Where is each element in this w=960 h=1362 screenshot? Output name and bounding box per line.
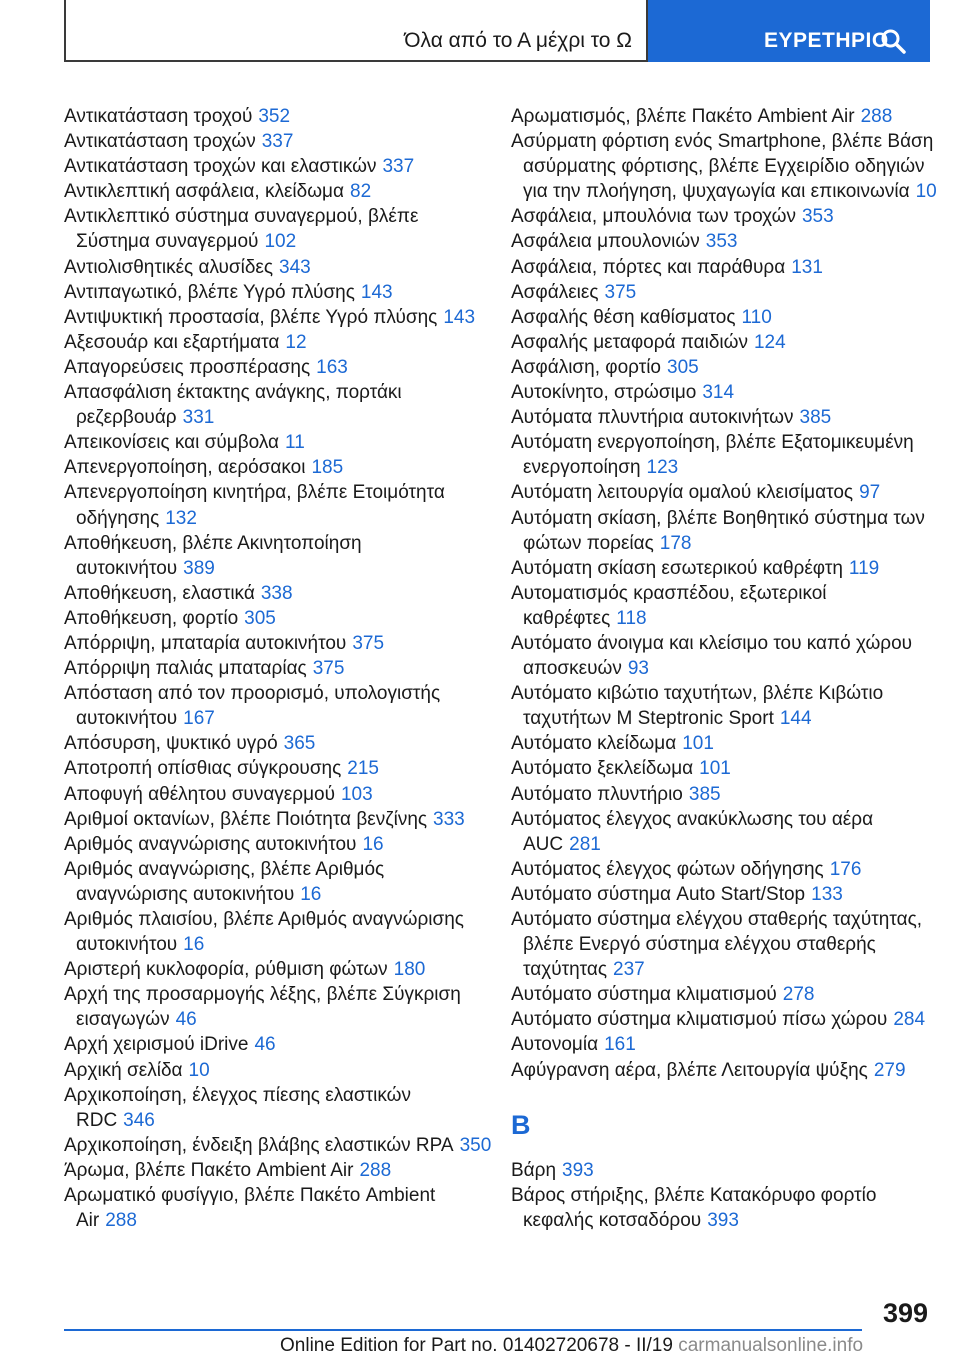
- index-entry-term: Ασφαλής μεταφορά παιδιών: [511, 331, 748, 353]
- index-entry-term: Αντικλεπτική ασφάλεια, κλείδωμα: [64, 181, 344, 203]
- index-entry-term: Βάρη: [511, 1159, 557, 1181]
- index-entry: [64, 581, 494, 606]
- index-entry: [64, 1133, 494, 1158]
- index-entry-term: Αρχική σελίδα: [64, 1059, 183, 1081]
- index-entry-page-link[interactable]: 284: [893, 1009, 926, 1031]
- index-entry-term: Αυτόματη λειτουργία ομαλού κλεισίματος: [511, 482, 854, 504]
- index-entry-term: Ασύρματη φόρτιση ενός Smartphone, βλέπε Βάση ασύρματης φόρτισης, βλέπε Εγχειρίδιο οδηγιών για την πλοήγηση, ψυχαγωγία και επικοινωνία: [511, 131, 934, 203]
- index-entry-term: Ασφάλεια, μπουλόνια των τροχών: [511, 206, 796, 228]
- index-entry-page-link[interactable]: 288: [860, 106, 893, 127]
- tab-a-to-z-label: Όλα από το Α μέχρι το Ω: [404, 29, 632, 52]
- index-entry-term: Ασφαλής θέση καθίσματος: [511, 306, 736, 328]
- index-entry-term: Αυτόματη σκίαση εσωτερικού καθρέφτη: [511, 557, 843, 579]
- footer-watermark: carmanualsonline.info: [678, 1335, 864, 1356]
- index-entry: [511, 255, 941, 280]
- index-entry-page-link[interactable]: 375: [604, 281, 637, 303]
- index-entry-page-link[interactable]: 178: [659, 532, 692, 554]
- index-entry-page-link[interactable]: 176: [829, 858, 862, 880]
- index-entry: [64, 280, 494, 305]
- index-entry-page-link[interactable]: 46: [254, 1034, 276, 1056]
- index-entry-page-link[interactable]: 167: [183, 708, 215, 730]
- index-entry: [511, 631, 941, 681]
- index-entry-page-link[interactable]: 333: [433, 808, 465, 830]
- index-entry-page-link[interactable]: 353: [705, 231, 738, 253]
- index-entry-term: Απασφάλιση έκτακτης ανάγκης, πορτάκι ρεζερβουάρ: [64, 382, 402, 429]
- index-column-left: [64, 104, 494, 1233]
- index-entry-page-link[interactable]: 331: [182, 407, 215, 429]
- top-bar: [64, 0, 930, 64]
- index-entry-term: Αξεσουάρ και εξαρτήματα: [64, 331, 280, 353]
- index-entry: [64, 455, 494, 480]
- index-entry: [64, 154, 494, 179]
- index-entry-page-link[interactable]: 365: [283, 733, 316, 755]
- index-entry-term: Απαγορεύσεις προσπέρασης: [64, 356, 311, 378]
- index-entry: [64, 756, 494, 781]
- index-entry-term: Απόσταση από τον προορισμό, υπολογιστής αυτοκινήτου: [64, 683, 441, 730]
- index-entry: [511, 857, 941, 882]
- index-entry-page-link[interactable]: 279: [873, 1059, 906, 1081]
- section-letter: B: [511, 1109, 531, 1140]
- index-entry-term: Αυτοματισμός κρασπέδου, εξωτερικοί καθρέφτες: [511, 582, 827, 629]
- index-entry-term: Αποθήκευση, ελαστικά: [64, 582, 255, 604]
- index-entry-page-link[interactable]: 385: [799, 407, 832, 429]
- index-entry-term: Αυτόματο σύστημα ελέγχου σταθερής ταχύτητας, βλέπε Ενεργό σύστημα ελέγχου σταθερής ταχύτητας: [511, 909, 923, 981]
- index-entry-page-link[interactable]: 119: [848, 557, 880, 579]
- page-number: 399: [882, 1298, 928, 1328]
- index-entry-term: Αυτόματη ενεργοποίηση, βλέπε Εξατομικευμένη ενεργοποίηση: [511, 432, 914, 479]
- index-entry: [511, 330, 941, 355]
- index-entry: [511, 104, 941, 129]
- index-entry-page-link[interactable]: 375: [312, 658, 345, 680]
- index-entry-page-link[interactable]: 215: [347, 758, 379, 780]
- index-entry-term: Ασφάλεια μπουλονιών: [511, 231, 700, 253]
- index-entry: [511, 1158, 941, 1183]
- index-entry-term: Αυτόματο σύστημα κλιματισμού πίσω χώρου: [511, 1009, 888, 1031]
- index-entry-page-link[interactable]: 353: [801, 206, 834, 228]
- index-entry-page-link[interactable]: 375: [352, 632, 385, 654]
- index-entry: [511, 782, 941, 807]
- index-entry: [64, 480, 494, 530]
- index-entry-page-link[interactable]: 12: [285, 331, 307, 353]
- index-entry-page-link[interactable]: 118: [616, 607, 647, 629]
- index-entry-page-link[interactable]: 161: [604, 1034, 636, 1056]
- index-entry-term: Αντικατάσταση τροχών και ελαστικών: [64, 156, 377, 178]
- tab-a-to-z[interactable]: [64, 0, 648, 62]
- index-entry: [511, 756, 941, 781]
- index-entry-page-link[interactable]: 46: [175, 1009, 197, 1031]
- index-entry-term: Αριστερή κυκλοφορία, ρύθμιση φώτων: [64, 959, 388, 981]
- index-entry-term: Αυτόματος έλεγχος ανακύκλωσης του αέρα AUC: [511, 808, 874, 855]
- index-entry: [64, 982, 494, 1032]
- index-entry-term: Αρχικοποίηση, έλεγχος πίεσης ελαστικών RDC: [64, 1084, 411, 1131]
- index-entry-term: Αυτόματο άνοιγμα και κλείσιμο του καπό χώρου αποσκευών: [511, 632, 913, 680]
- index-entry-term: Αριθμός αναγνώρισης, βλέπε Αριθμός αναγνώρισης αυτοκινήτου: [64, 858, 385, 905]
- index-entry-term: Αντιολισθητικές αλυσίδες: [64, 256, 274, 278]
- index-entry: [64, 1083, 494, 1133]
- index-entry: [64, 782, 494, 807]
- index-entry-term: Ασφάλιση, φορτίο: [511, 356, 661, 378]
- index-entry-term: Αποθήκευση, βλέπε Ακινητοποίηση αυτοκινήτου: [64, 532, 362, 579]
- index-entry-page-link[interactable]: 11: [285, 432, 305, 454]
- index-entry: [64, 355, 494, 380]
- tab-index-label: ΕΥΡΕΤΗΡΙΟ: [764, 29, 889, 52]
- index-entry-term: Αντιπαγωτικό, βλέπε Υγρό πλύσης: [64, 281, 355, 303]
- index-entry: [511, 480, 941, 505]
- index-entry-page-link[interactable]: 305: [667, 356, 699, 378]
- index-entry-page-link[interactable]: 144: [779, 708, 812, 730]
- index-entry-term: Αριθμός αναγνώρισης αυτοκινήτου: [64, 833, 357, 855]
- index-entry-page-link[interactable]: 10: [915, 181, 937, 203]
- index-entry-page-link[interactable]: 133: [811, 883, 843, 905]
- index-entry: [64, 305, 494, 330]
- index-entry-page-link[interactable]: 143: [443, 306, 476, 328]
- index-entry-term: Αρχή της προσαρμογής λέξης, βλέπε Σύγκριση εισαγωγών: [64, 984, 461, 1031]
- index-entry: [64, 129, 494, 154]
- index-entry-term: Αντιψυκτική προστασία, βλέπε Υγρό πλύσης: [64, 306, 438, 328]
- index-entry: [64, 631, 494, 656]
- index-entry-page-link[interactable]: 278: [782, 984, 815, 1006]
- index-entry-page-link[interactable]: 338: [260, 582, 293, 604]
- index-entry-term: Αυτονομία: [511, 1034, 599, 1056]
- index-entry: [64, 330, 494, 355]
- index-entry-term: Αυτόματο κλείδωμα: [511, 733, 677, 755]
- index-entry: [64, 531, 494, 581]
- index-entry-term: Απεικονίσεις και σύμβολα: [64, 432, 280, 454]
- index-column-right: [511, 104, 941, 1233]
- index-entry-page-link[interactable]: 337: [382, 156, 415, 178]
- index-entry: [511, 430, 941, 480]
- index-entry-term: Αρωματικό φυσίγγιο, βλέπε Πακέτο Ambient Air: [64, 1185, 436, 1232]
- index-entry-page-link[interactable]: 143: [360, 281, 393, 303]
- index-entry: [64, 1058, 494, 1083]
- index-entry: [511, 405, 941, 430]
- index-entry: [64, 430, 494, 455]
- index-entry: [511, 982, 941, 1007]
- footer-edition: Online Edition for Part no. 01402720678 - II/19: [280, 1335, 673, 1356]
- index-entry-page-link[interactable]: 314: [702, 382, 735, 404]
- index-entry-term: Αρχή χειρισμού iDrive: [64, 1034, 249, 1056]
- index-entry: [64, 832, 494, 857]
- index-entry-page-link[interactable]: 102: [264, 231, 297, 253]
- index-entry: [511, 1058, 941, 1083]
- index-entry-page-link[interactable]: 305: [244, 607, 276, 629]
- index-entry-term: Αυτόματο σύστημα κλιματισμού: [511, 984, 777, 1006]
- index-entry-page-link[interactable]: 131: [791, 256, 823, 278]
- index-entry-page-link[interactable]: 97: [859, 482, 881, 504]
- index-entry-page-link[interactable]: 389: [183, 557, 215, 579]
- index-entry-term: Απενεργοποίηση, αερόσακοι: [64, 457, 306, 479]
- index-entry-page-link[interactable]: 16: [362, 833, 384, 855]
- index-entry-page-link[interactable]: 16: [300, 883, 322, 905]
- index-entry: [511, 556, 941, 581]
- index-entry-page-link[interactable]: 288: [359, 1159, 392, 1181]
- index-entry-term: Αυτόματο σύστημα Auto Start/Stop: [511, 883, 806, 905]
- index-entry: [511, 681, 941, 731]
- index-entry: [511, 305, 941, 330]
- index-entry-page-link[interactable]: 385: [688, 783, 721, 805]
- index-entry-page-link[interactable]: 101: [682, 733, 714, 755]
- index-entry-term: Απόρριψη, μπαταρία αυτοκινήτου: [64, 632, 347, 654]
- index-entry: [511, 1183, 941, 1233]
- index-entry: [511, 506, 941, 556]
- index-entry-page-link[interactable]: 350: [459, 1134, 492, 1156]
- index-entry-page-link[interactable]: 132: [165, 507, 197, 529]
- index-entry-term: Απόσυρση, ψυκτικό υγρό: [64, 733, 278, 755]
- index-entry: [511, 907, 941, 982]
- index-entry: [64, 807, 494, 832]
- index-entry: [511, 1007, 941, 1032]
- footer-divider: [64, 1329, 862, 1331]
- index-entry-term: Αντικατάσταση τροχών: [64, 131, 256, 153]
- index-entry-term: Αποφυγή αθέλητου συναγερμού: [64, 783, 335, 805]
- index-entry: [64, 606, 494, 631]
- index-entry: [511, 581, 941, 631]
- index-entry: [511, 129, 941, 204]
- index-entry: [64, 1183, 494, 1233]
- index-entry-term: Αντικατάσταση τροχού: [64, 106, 253, 127]
- index-entry: [64, 204, 494, 254]
- index-entry-term: Αρχικοποίηση, ένδειξη βλάβης ελαστικών RPA: [64, 1134, 454, 1156]
- index-entry: [511, 355, 941, 380]
- index-entry: [511, 380, 941, 405]
- index-entry-page-link[interactable]: 343: [279, 256, 311, 278]
- index-entry-term: Αυτόματο κιβώτιο ταχυτήτων, βλέπε Κιβώτιο ταχυτήτων M Steptronic Sport: [511, 683, 884, 730]
- index-entry-term: Αποθήκευση, φορτίο: [64, 607, 239, 629]
- index-entry-page-link[interactable]: 124: [753, 331, 786, 353]
- index-entry-term: Αυτόματη σκίαση, βλέπε Βοηθητικό σύστημα των φώτων πορείας: [511, 507, 925, 554]
- index-entry-page-link[interactable]: 346: [123, 1109, 155, 1131]
- index-entry: [64, 681, 494, 731]
- footer: [280, 1335, 863, 1357]
- index-entry: [511, 731, 941, 756]
- index-entry: [64, 731, 494, 756]
- index-entry-term: Αυτόματος έλεγχος φώτων οδήγησης: [511, 858, 824, 880]
- index-entry: [511, 204, 941, 229]
- index-entry: [64, 857, 494, 907]
- index-entry: [511, 1032, 941, 1057]
- index-entry-term: Αυτόματο ξεκλείδωμα: [511, 758, 694, 780]
- index-entry: [64, 1158, 494, 1183]
- index-entry-page-link[interactable]: 10: [188, 1059, 210, 1081]
- index-entry: [64, 104, 494, 129]
- index-entry: [511, 807, 941, 857]
- index-entry-term: Αφύγρανση αέρα, βλέπε Λειτουργία ψύξης: [511, 1059, 868, 1081]
- index-entry-term: Αποτροπή οπίσθιας σύγκρουσης: [64, 758, 342, 780]
- index-entry-page-link[interactable]: 281: [569, 833, 601, 855]
- index-entry: [64, 255, 494, 280]
- index-entry-term: Βάρος στήριξης, βλέπε Κατακόρυφο φορτίο κεφαλής κοτσαδόρου: [511, 1184, 877, 1231]
- index-entry: [64, 380, 494, 430]
- index-entry-term: Αυτόματα πλυντήρια αυτοκινήτων: [511, 407, 794, 429]
- index-entry-page-link[interactable]: 93: [627, 658, 649, 680]
- index-entry: [511, 280, 941, 305]
- index-entry-page-link[interactable]: 103: [340, 783, 373, 805]
- index-entry-page-link[interactable]: 288: [105, 1210, 137, 1232]
- index-entry-term: Αρωματισμός, βλέπε Πακέτο Ambient Air: [511, 106, 855, 127]
- index-entry-page-link[interactable]: 82: [350, 181, 372, 203]
- index-entry: [64, 1032, 494, 1057]
- index-entry-term: Αντικλεπτικό σύστημα συναγερμού, βλέπε Σύστημα συναγερμού: [64, 206, 419, 253]
- index-entry: [64, 656, 494, 681]
- tab-index[interactable]: [648, 0, 930, 62]
- index-entry: [511, 229, 941, 254]
- index-entry-page-link[interactable]: 393: [707, 1209, 739, 1231]
- index-entry-page-link[interactable]: 352: [258, 106, 291, 127]
- index-entry-page-link[interactable]: 393: [562, 1159, 594, 1181]
- index-entry-term: Ασφάλειες: [511, 281, 599, 303]
- index-entry: [64, 907, 494, 957]
- index-entry-term: Αυτόματο πλυντήριο: [511, 783, 683, 805]
- index-entry-term: Αυτοκίνητο, στρώσιμο: [511, 382, 697, 404]
- index-entry: [64, 957, 494, 982]
- index-entry-page-link[interactable]: 110: [741, 306, 772, 328]
- index-entry-term: Ασφάλεια, πόρτες και παράθυρα: [511, 256, 786, 278]
- index-entry-term: Απόρριψη παλιάς μπαταρίας: [64, 658, 307, 680]
- index-entry-term: Αριθμοί οκτανίων, βλέπε Ποιότητα βενζίνης: [64, 808, 428, 830]
- index-entry: [64, 179, 494, 204]
- index-entry-term: Απενεργοποίηση κινητήρα, βλέπε Ετοιμότητα οδήγησης: [64, 482, 445, 529]
- index-entry-term: Άρωμα, βλέπε Πακέτο Ambient Air: [64, 1159, 354, 1181]
- index-entry-page-link[interactable]: 101: [699, 758, 731, 780]
- search-icon[interactable]: [880, 28, 906, 54]
- index-entry-page-link[interactable]: 123: [646, 457, 679, 479]
- index-entry-page-link[interactable]: 337: [261, 131, 294, 153]
- index-entry-term: Αριθμός πλαισίου, βλέπε Αριθμός αναγνώρισης αυτοκινήτου: [64, 909, 464, 956]
- index-entry-page-link[interactable]: 237: [613, 959, 645, 981]
- index-entry-page-link[interactable]: 16: [183, 934, 205, 956]
- index-entry: [511, 882, 941, 907]
- index-entry-page-link[interactable]: 180: [393, 959, 426, 981]
- index-entry-page-link[interactable]: 185: [311, 457, 344, 479]
- index-entry-page-link[interactable]: 163: [316, 356, 348, 378]
